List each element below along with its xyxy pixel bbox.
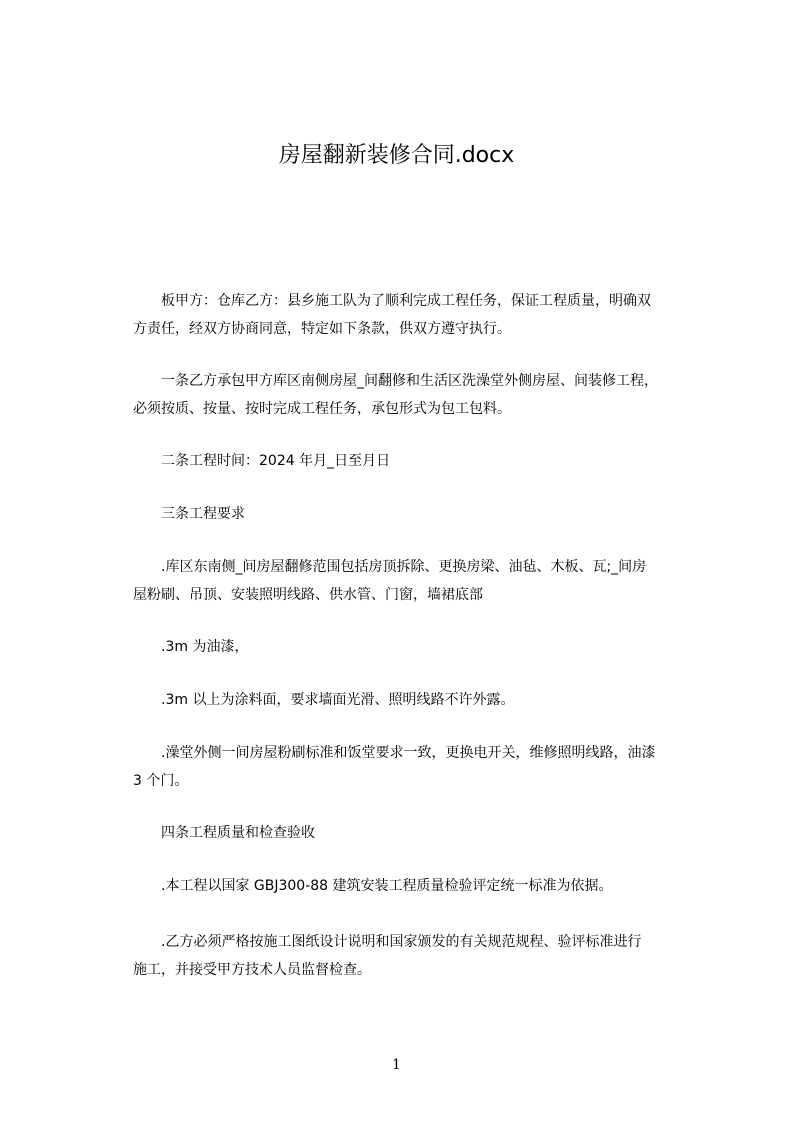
paragraph-article-2: [133, 447, 717, 475]
paragraph-line: 三条工程要求: [133, 506, 245, 522]
paragraph-line: .本工程以国家 GBJ300-88 建筑安装工程质量检验评定统一标准为依据。: [133, 878, 613, 894]
paragraph-line: 3 个门。: [133, 773, 189, 789]
paragraph-line: 屋粉刷、吊顶、安装照明线路、供水管、门窗，墙裙底部: [133, 587, 483, 603]
paragraph-article-3-item-1: [133, 553, 717, 609]
paragraph-line: .澡堂外侧一间房屋粉刷标准和饭堂要求一致，更换电开关，维修照明线路，油漆: [133, 745, 656, 761]
paragraph-article-3-item-4: [133, 739, 717, 795]
paragraph-line: 二条工程时间：2024 年月_日至月日: [133, 453, 391, 469]
paragraph-line: 一条乙方承包甲方库区南侧房屋_间翻修和生活区洗澡堂外侧房屋、间装修工程，: [133, 373, 658, 389]
paragraph-line: .库区东南侧_间房屋翻修范围包括房顶拆除、更换房梁、油毡、木板、瓦;_间房: [133, 559, 647, 575]
paragraph-line: .3m 以上为涂料面，要求墙面光滑、照明线路不许外露。: [133, 692, 515, 708]
paragraph-line: .3m 为油漆，: [133, 639, 249, 655]
paragraph-article-3-item-2: [133, 633, 717, 661]
paragraph-line: 施工，并接受甲方技术人员监督检查。: [133, 962, 371, 978]
page-number: 1: [392, 1057, 401, 1073]
document-title: 房屋翻新装修合同.docx: [278, 143, 515, 168]
paragraph-article-4-heading: [133, 819, 717, 847]
paragraph-preamble: [133, 287, 717, 343]
paragraph-article-3-heading: [133, 500, 717, 528]
paragraph-line: 四条工程质量和检查验收: [133, 825, 315, 841]
paragraph-line: 必须按质、按量、按时完成工程任务，承包形式为包工包料。: [133, 401, 511, 417]
paragraph-line: .乙方必须严格按施工图纸设计说明和国家颁发的有关规范规程、验评标准进行: [133, 934, 642, 950]
paragraph-article-3-item-3: [133, 686, 717, 714]
paragraph-article-4-item-1: [133, 872, 717, 900]
paragraph-article-4-item-2: [133, 928, 717, 984]
paragraph-article-1: [133, 367, 717, 423]
paragraph-line: 方责任，经双方协商同意，特定如下条款，供双方遵守执行。: [133, 321, 511, 337]
paragraph-line: 板甲方：仓库乙方：县乡施工队为了顺利完成工程任务，保证工程质量，明确双: [133, 293, 651, 309]
